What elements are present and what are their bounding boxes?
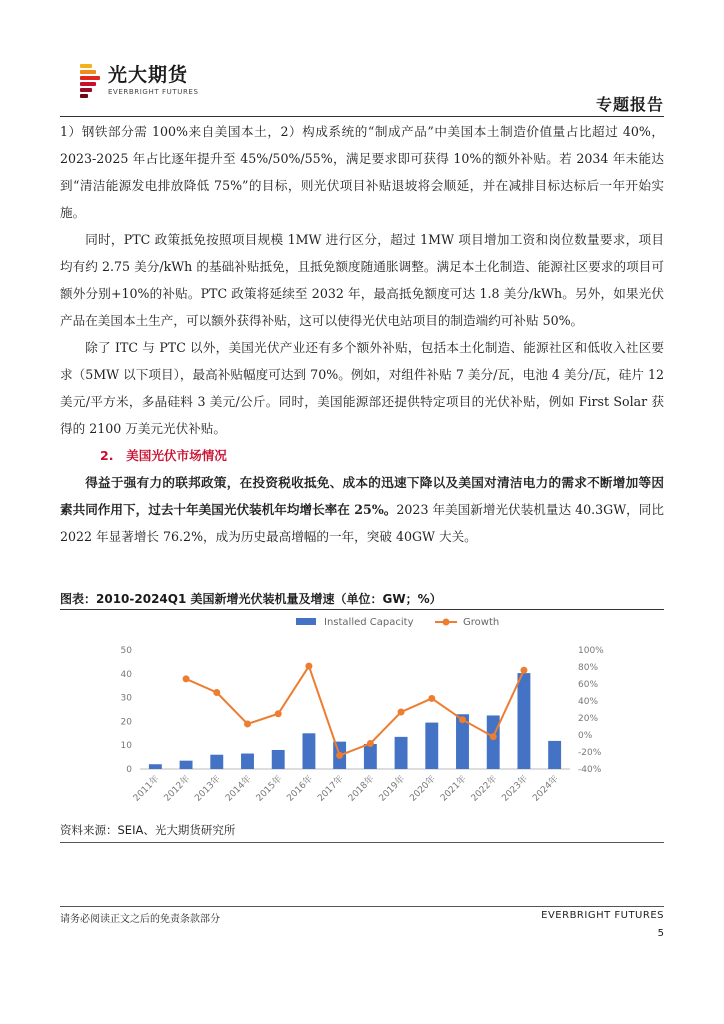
y-left-tick-label: 10 — [120, 741, 132, 752]
y-left-tick-label: 0 — [126, 765, 132, 775]
growth-point — [459, 716, 466, 723]
chart-caption: 图表：2010-2024Q1 美国新增光伏装机量及增速（单位：GW；%） — [60, 592, 442, 606]
capacity-bar — [517, 673, 530, 769]
growth-point — [244, 720, 251, 727]
source-rule — [60, 842, 664, 843]
growth-point — [398, 709, 405, 716]
growth-point — [428, 695, 435, 702]
y-left-tick-label: 30 — [120, 693, 132, 704]
y-right-tick-label: 20% — [578, 714, 599, 724]
growth-point — [336, 752, 343, 759]
x-tick-label: 2011年 — [131, 774, 162, 804]
caption-rule — [60, 609, 664, 610]
x-tick-label: 2018年 — [346, 774, 377, 804]
header-rule — [60, 116, 664, 117]
capacity-bar — [180, 761, 193, 769]
logo-title: 光大期货 — [108, 64, 189, 86]
source-note: 资料来源：SEIA、光大期货研究所 — [60, 823, 236, 837]
x-tick-label: 2014年 — [223, 774, 254, 804]
legend-marker-growth — [443, 619, 450, 626]
y-left-tick-label: 40 — [120, 669, 132, 680]
y-right-tick-label: 60% — [578, 680, 599, 690]
x-tick-label: 2012年 — [162, 774, 193, 804]
capacity-bar — [241, 754, 254, 769]
paragraph-4-bold: 得益于强有力的联邦政策，在投资税收抵免、成本的迅速下降以及美国对清洁电力的需求不断增加等因素共同作用下，过去十年美国光伏装机年均增长率在 25%。 — [60, 475, 664, 517]
legend-label-capacity: Installed Capacity — [324, 617, 414, 628]
x-tick-label: 2024年 — [531, 774, 561, 804]
capacity-bar — [302, 733, 315, 769]
capacity-bar — [210, 755, 223, 769]
growth-line — [186, 666, 524, 755]
footer-disclaimer: 请务必阅读正文之后的免责条款部分 — [60, 914, 220, 925]
capacity-bar — [487, 715, 500, 769]
logo-subtitle: EVERBRIGHT FUTURES — [108, 88, 199, 96]
capacity-growth-chart — [60, 612, 664, 818]
y-right-tick-label: 100% — [578, 646, 604, 656]
legend-label-growth: Growth — [463, 617, 500, 628]
y-right-tick-label: 80% — [578, 663, 599, 673]
capacity-bar — [425, 723, 438, 769]
growth-point — [520, 667, 527, 674]
logo-mark-icon — [80, 62, 100, 98]
x-tick-label: 2015年 — [254, 774, 285, 804]
growth-point — [183, 675, 190, 682]
capacity-bar — [272, 750, 285, 769]
growth-point — [213, 689, 220, 696]
y-right-tick-label: 40% — [578, 697, 599, 707]
y-right-tick-label: -40% — [578, 765, 602, 775]
growth-point — [490, 733, 497, 740]
x-tick-label: 2022年 — [469, 774, 500, 804]
body-text — [60, 118, 664, 550]
footer-brand: EVERBRIGHT FUTURES — [541, 910, 664, 921]
page-number: 5 — [657, 928, 664, 939]
y-right-tick-label: 0% — [578, 731, 593, 741]
x-tick-label: 2023年 — [500, 774, 531, 804]
paragraph-4-rest: 2023 年美国新增光伏装机量达 40.3GW，同比 2022 年显著增长 76.2%，成为历史最高增幅的一年，突破 40GW 大关。 — [60, 502, 664, 544]
x-tick-label: 2016年 — [285, 774, 316, 804]
y-left-tick-label: 20 — [120, 717, 132, 728]
footer-rule — [60, 906, 664, 907]
y-left-tick-label: 50 — [120, 646, 132, 656]
capacity-bar — [548, 741, 561, 769]
paragraph-3: 除了 ITC 与 PTC 以外，美国光伏产业还有多个额外补贴，包括本土化制造、能源社区和低收入社区要求（5MW 以下项目），最高补贴幅度可达到 70%。例如，对组件补贴 7 美分/瓦，电池 4 美分/瓦，硅片 12 美元/平方米，多晶硅料 3 美元/公斤。同时，美国能源部还提供特定项目的光伏补贴，例如 First Solar 获得的 2100 万美元光伏补贴。 — [60, 340, 664, 436]
paragraph-4 — [60, 469, 664, 550]
y-right-tick-label: -20% — [578, 748, 602, 758]
x-tick-label: 2019年 — [377, 774, 408, 804]
report-type: 专题报告 — [595, 95, 664, 114]
growth-point — [305, 663, 312, 670]
section-title: 2. 美国光伏市场情况 — [100, 448, 227, 463]
x-tick-label: 2021年 — [438, 774, 469, 804]
x-tick-label: 2020年 — [408, 774, 438, 804]
capacity-bar — [395, 737, 408, 769]
legend-swatch-capacity — [296, 618, 316, 625]
paragraph-2: 同时，PTC 政策抵免按照项目规模 1MW 进行区分，超过 1MW 项目增加工资和岗位数量要求，项目均有约 2.75 美分/kWh 的基础补贴抵免，且抵免额度随通胀调整。满足本土化制造、能源社区要求的项目可额外分别+10%的补贴。PTC 政策将延续至 2032 年，最高抵免额度可达 1.8 美分/kWh。另外，如果光伏产品在美国本土生产，可以额外获得补贴，这可以使得光伏电站项目的制造端约可补贴 50%。 — [60, 232, 664, 328]
x-tick-label: 2017年 — [316, 774, 346, 804]
growth-point — [367, 740, 374, 747]
logo — [80, 62, 199, 98]
growth-point — [275, 710, 282, 717]
capacity-bar — [149, 764, 162, 769]
paragraph-1: 1）钢铁部分需 100%来自美国本土，2）构成系统的“制成产品”中美国本土制造价值量占比超过 40%，2023-2025 年占比逐年提升至 45%/50%/55%，满足要求即可获得 10%的额外补贴。若 2034 年未能达到“清洁能源发电排放降低 75%”的目标，则光伏项目补贴退坡将会顺延，并在减排目标达标后一年开始实施。 — [60, 124, 664, 220]
capacity-bar — [364, 744, 377, 769]
x-tick-label: 2013年 — [193, 774, 223, 804]
